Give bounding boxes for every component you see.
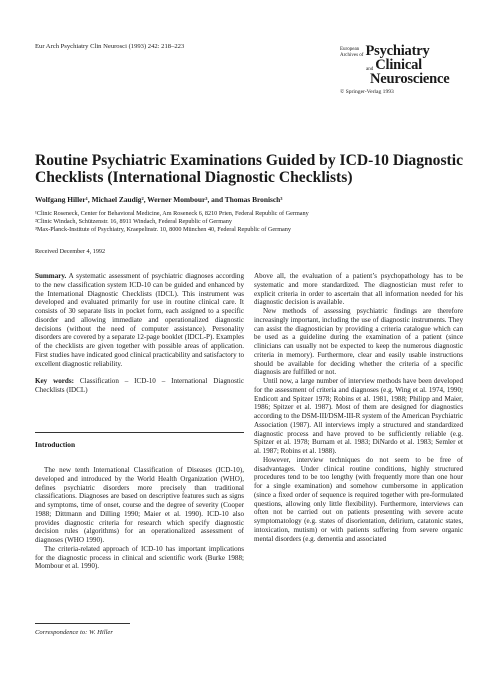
- journal-logo: [340, 44, 470, 95]
- journal-logo-line-2: [340, 58, 470, 72]
- affiliation-2: ²Clinic Windach, Schützenstr. 16, 8911 Windach, Federal Republic of Germany: [35, 218, 232, 226]
- journal-logo-neuroscience: Neuroscience: [370, 71, 450, 87]
- copyright-notice: © Springer-Verlag 1993: [340, 89, 394, 95]
- footnote-divider: [35, 623, 130, 624]
- affiliations: [35, 210, 309, 235]
- affiliation-1: ¹Clinic Roseneck, Center for Behavioral Medicine, Am Roseneck 6, 8210 Prien, Federal Republic of Germany: [35, 210, 309, 217]
- summary-label: Summary.: [35, 272, 67, 280]
- summary-text: A systematic assessment of psychiatric diagnoses according to the new classification system ICD-10 can be guided and enhanced by the International Diagnostic Checklists (IDCL). This instrument was developed and evaluated primarily for use in routine clinical care. It consists of 30 separate lists in pocket form, each assigned to a specific disorder and allowing immediate and operationalized diagnostic decisions (without the need of computer assistance). Personality disorders are covered by a separate 12-page booklet (IDCL-P). Examples of the checklists are given together with possible areas of application. First studies have indicated good clinical practicability and satisfactory to excellent diagnostic reliability.: [35, 272, 245, 368]
- journal-logo-clinical: Clinical: [375, 57, 422, 73]
- right-column-body: [254, 272, 463, 543]
- introduction-paragraph-1: The new tenth International Classification of Diseases (ICD-10), developed and introduced by the World Health Organization (WHO), defines psychiatric disorders more precisely than traditional classifications. Diagnoses are based on descriptive features such as signs and symptoms, time of onset, course and the degree of severity (Cooper 1988; Dittmann and Dilling 1990; Maier et al. 1990). ICD-10 also provides diagnostic criteria for research which specify diagnostic decision rules (algorithms) for an operationalized assessment of diagnoses (WHO 1990).: [35, 466, 244, 544]
- received-date: Received December 4, 1992: [35, 248, 106, 255]
- introduction-paragraph-2: The criteria-related approach of ICD-10 has important implications for the diagnostic process in clinical and scientific work (Burke 1988; Mombour et al. 1990).: [35, 544, 244, 571]
- affiliation-3: ³Max-Planck-Institute of Psychiatry, Kraepelinstr. 10, 8000 München 40, Federal Republic of Germany: [35, 226, 291, 234]
- introduction-heading: Introduction: [35, 440, 76, 449]
- summary-paragraph: [35, 272, 244, 368]
- correspondence-note: Correspondence to: W. Hiller: [35, 629, 113, 636]
- article-title: Routine Psychiatric Examinations Guided by ICD-10 Diagnostic Checklists (International Diagnostic Checklists): [35, 152, 463, 186]
- keywords-paragraph: [35, 377, 244, 395]
- journal-logo-line-3: [340, 72, 470, 86]
- right-paragraph-4: However, interview techniques do not seem to be free of disadvantages. Under clinical routine conditions, highly structured procedures tend to be too lengthy (with frequently more than one hour for a single examination) and somehow cumbersome in application (since a fixed order of sequence is required together with pre-formulated questions, allowing only little flexibility). Furthermore, interviews can often not be carried out on patients presenting with severe acute symptomatology (e.g. states of disorientation, delirium, catatonic states, intoxication, mutism) or with patients suffering from severe organic mental disorders (e.g. dementia and associated: [254, 455, 463, 543]
- journal-logo-line-1: [340, 44, 470, 58]
- introduction-body: [35, 466, 244, 571]
- right-paragraph-3: Until now, a large number of interview methods have been developed for the assessment of criteria and diagnoses (e.g. Wing et al. 1974, 1990; Endicott and Spitzer 1978; Robins et al. 1981, 1988; Philipp and Maier, 1986; Spitzer et al. 1987). Most of them are designed for diagnostics according to the DSM-III/DSM-III-R system of the American Psychiatric Association (1987). All interviews imply a structured and standardized diagnostic process and have proved to be sufficiently reliable (e.g. Spitzer et al. 1978; Burnam et al. 1983; DiNardo et al. 1983; Semler et al. 1987; Robins et al. 1988).: [254, 377, 463, 455]
- keywords-text: Classification – ICD-10 – International Diagnostic Checklists (IDCL): [35, 377, 245, 394]
- keywords-label: Key words:: [35, 377, 74, 386]
- author-list: Wolfgang Hiller¹, Michael Zaudig², Werner Mombour³, and Thomas Bronisch³: [35, 195, 283, 204]
- right-paragraph-1: Above all, the evaluation of a patient’s psychopathology has to be systematic and more standardized. The diagnostician must refer to explicit criteria in order to ascertain that all information needed for his diagnostic decision is available.: [254, 272, 463, 307]
- abstract-divider: [35, 432, 244, 433]
- journal-logo-and: and: [366, 66, 374, 72]
- journal-citation: Eur Arch Psychiatry Clin Neurosci (1993) 242: 218–223: [35, 43, 185, 50]
- abstract-block: [35, 272, 244, 395]
- journal-logo-psychiatry: Psychiatry: [365, 43, 430, 59]
- right-paragraph-2: New methods of assessing psychiatric findings are therefore increasingly important, including the use of diagnostic instruments. They can assist the diagnostician by providing a criteria catalogue which can be used as a guideline during the examination of a patient (since clinicians can usually not be expected to keep the numerous diagnostic criteria in memory). Furthermore, clear and easily usable instructions should be available for deciding whether the criteria of a specific diagnosis are fulfilled or not.: [254, 307, 463, 377]
- journal-logo-prefix: European Archives of: [340, 47, 364, 58]
